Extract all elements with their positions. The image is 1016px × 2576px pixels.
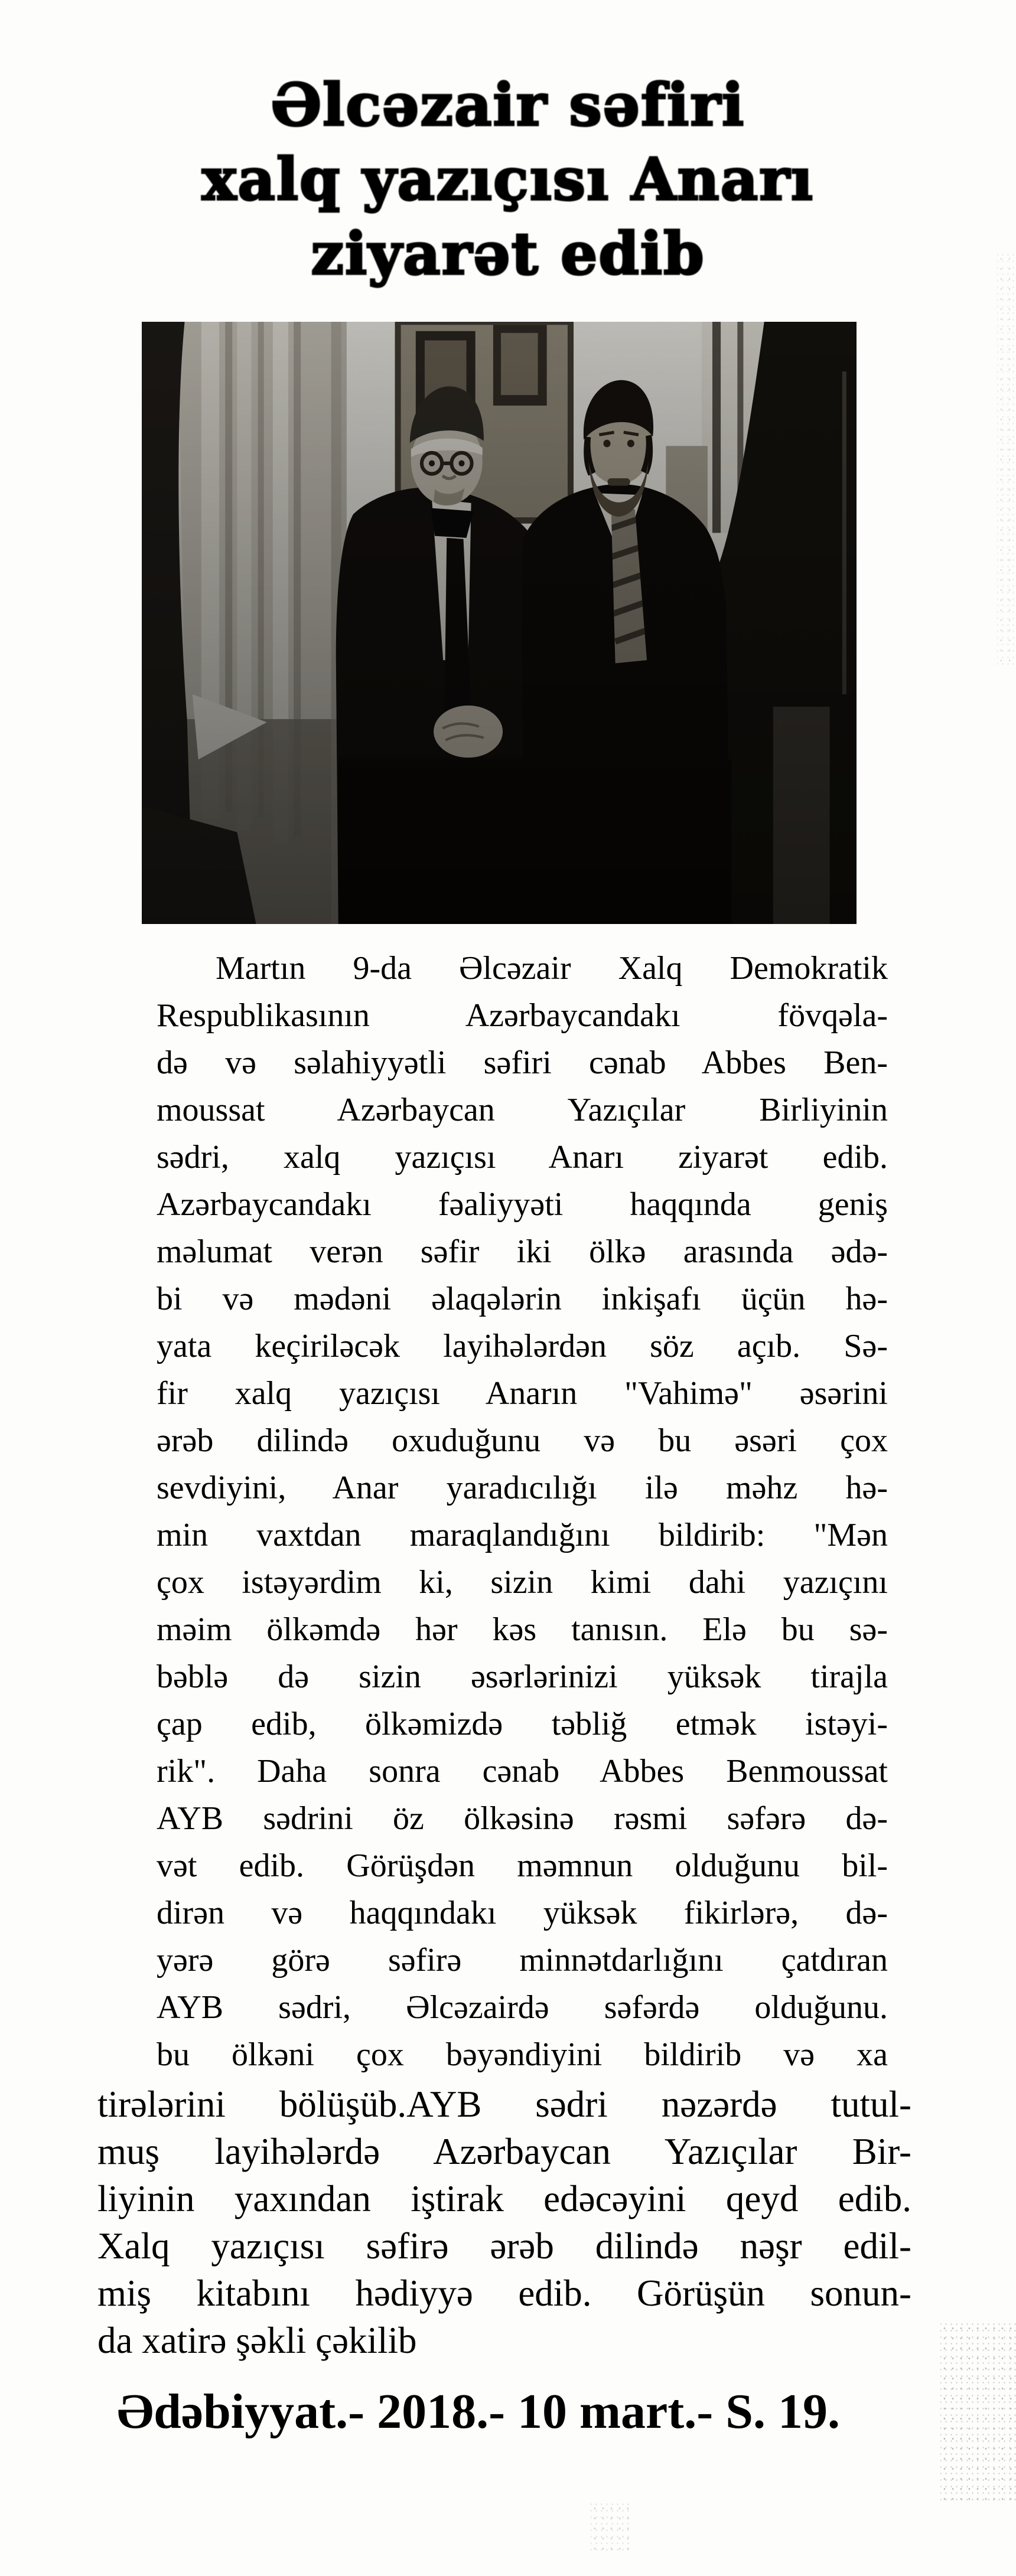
body-text-line: vət edib. Görüşdən məmnun olduğunu bil- [157, 1847, 888, 1884]
body-text-line: min vaxtdan maraqlandığını bildirib: "Mən [157, 1517, 888, 1553]
article-title-line-1: Əlcəzair səfiri [271, 71, 745, 139]
article-title-line-3: ziyarət edib [311, 220, 705, 288]
body-text-line: məlumat verən səfir iki ölkə arasında ədə- [157, 1233, 888, 1270]
body-text-line: sevdiyini, Anar yaradıcılığı ilə məhz hə- [157, 1470, 888, 1506]
body-text-line: məim ölkəmdə hər kəs tanısın. Elə bu sə- [157, 1611, 888, 1648]
article-title-line-2: xalq yazıçısı Anarı [201, 146, 815, 214]
body-text-line: fir xalq yazıçısı Anarın "Vahimə" əsərini [157, 1375, 888, 1412]
article-title [0, 68, 1016, 292]
body-text-line: çox istəyərdim ki, sizin kimi dahi yazıçını [157, 1564, 888, 1601]
body-text-line: rik". Daha sonra cənab Abbes Benmoussat [157, 1753, 888, 1790]
body-text-line: AYB sədrini öz ölkəsinə rəsmi səfərə də- [157, 1800, 888, 1837]
body-text-line: da xatirə şəkli çəkilib [97, 2320, 417, 2361]
body-text-line: yata keçiriləcək layihələrdən söz açıb. Sə- [157, 1328, 888, 1364]
body-text-line: moussat Azərbaycan Yazıçılar Birliyinin [157, 1092, 888, 1128]
body-text-line: bi və mədəni əlaqələrin inkişafı üçün hə- [157, 1281, 888, 1317]
scan-noise-patch [997, 254, 1016, 667]
body-text-line: bəblə də sizin əsərlərinizi yüksək tirajla [157, 1658, 888, 1695]
source-citation: Ədəbiyyat.- 2018.- 10 mart.- S. 19. [117, 2384, 840, 2439]
article-body-scanned [157, 945, 888, 2078]
body-text-line: liyinin yaxından iştirak edəcəyini qeyd edib. [97, 2178, 911, 2219]
body-text-line: ərəb dilində oxuduğunu və bu əsəri çox [157, 1422, 888, 1459]
body-text-line: çap edib, ölkəmizdə təbliğ etmək istəyi- [157, 1706, 888, 1742]
body-text-line: bu ölkəni çox bəyəndiyini bildirib və xa [157, 2036, 888, 2073]
article-photo [142, 322, 857, 924]
body-text-line: də və səlahiyyətli səfiri cənab Abbes Ben- [157, 1044, 888, 1081]
body-text-line: Martın 9-da Əlcəzair Xalq Demokratik [216, 950, 888, 987]
body-text-line: sədri, xalq yazıçısı Anarı ziyarət edib. [157, 1139, 888, 1176]
article-body-clean [97, 2081, 911, 2364]
photo-illustration [142, 322, 857, 924]
body-text-line: miş kitabını hədiyyə edib. Görüşün sonun- [97, 2273, 911, 2314]
body-text-line: dirən və haqqındakı yüksək fikirlərə, də- [157, 1895, 888, 1931]
body-text-line: Azərbaycandakı fəaliyyəti haqqında geniş [157, 1186, 888, 1223]
body-text-line: Respublikasının Azərbaycandakı fövqəla- [157, 997, 888, 1034]
body-text-line: Xalq yazıçısı səfirə ərəb dilində nəşr edil- [97, 2225, 911, 2267]
body-text-line: AYB sədri, Əlcəzairdə səfərdə olduğunu. [157, 1989, 888, 2026]
body-text-line: tirələrini bölüşüb.AYB sədri nəzərdə tutul- [97, 2084, 911, 2125]
scan-noise-patch [591, 2503, 632, 2554]
body-text-line: muş layihələrdə Azərbaycan Yazıçılar Bir- [97, 2131, 911, 2172]
body-text-line: yərə görə səfirə minnətdarlığını çatdıran [157, 1942, 888, 1978]
